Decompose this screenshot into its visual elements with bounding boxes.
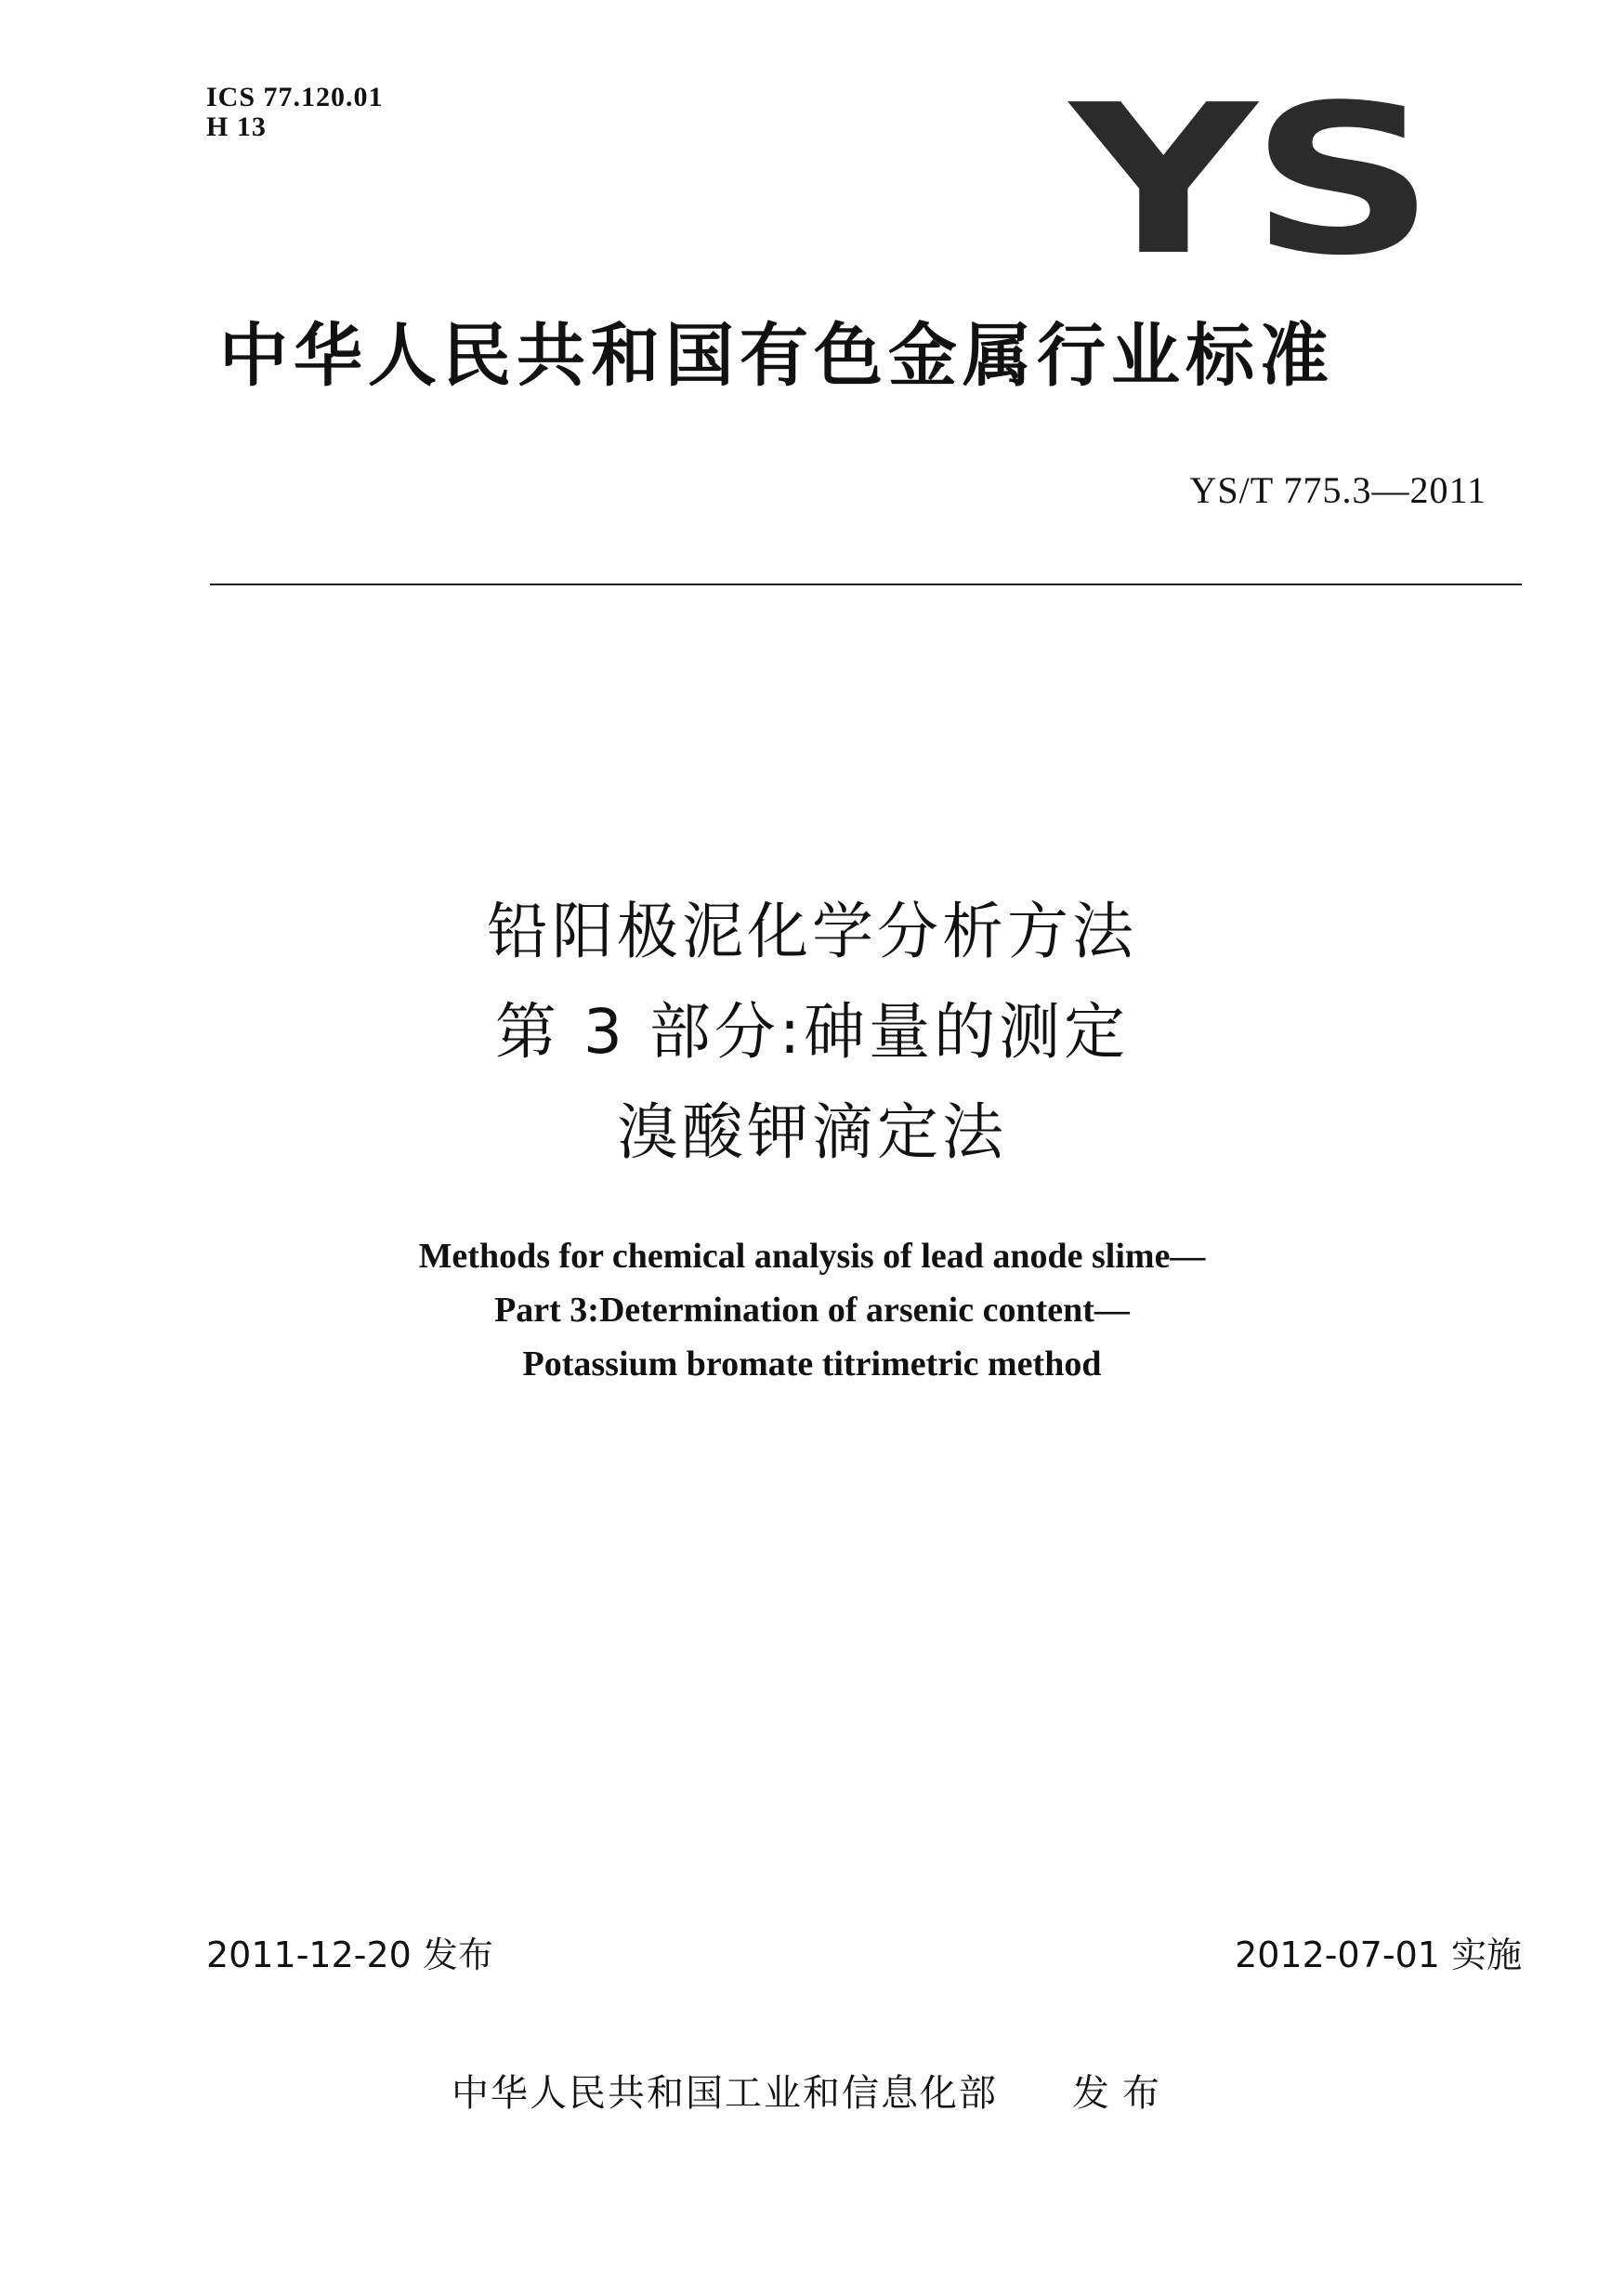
english-title-line-1: Methods for chemical analysis of lead anode slime— xyxy=(418,1237,1206,1276)
chinese-title-line-1: 铅阳极泥化学分析方法 xyxy=(487,896,1137,967)
issue-date: 2011-12-20 发布 xyxy=(206,1934,493,1975)
ccs-code: H 13 xyxy=(206,111,267,142)
header-divider xyxy=(210,584,1522,585)
ys-logo: YS xyxy=(1070,61,1429,301)
english-title-line-3: Potassium bromate titrimetric method xyxy=(522,1344,1102,1384)
standard-number: YS/T 775.3—2011 xyxy=(1189,469,1486,511)
chinese-title-line-3: 溴酸钾滴定法 xyxy=(617,1096,1007,1168)
ics-code: ICS 77.120.01 xyxy=(206,82,384,112)
chinese-title-line-2: 第 3 部分:砷量的测定 xyxy=(494,996,1130,1068)
english-title-line-2: Part 3:Determination of arsenic content— xyxy=(494,1291,1130,1330)
standard-type-title: 中华人民共和国有色金属行业标准 xyxy=(219,316,1334,396)
publisher-line xyxy=(0,2072,1624,2115)
implementation-date: 2012-07-01 实施 xyxy=(1235,1934,1522,1975)
publisher-action: 发布 xyxy=(1072,2072,1172,2115)
publisher-name: 中华人民共和国工业和信息化部 xyxy=(452,2072,998,2115)
